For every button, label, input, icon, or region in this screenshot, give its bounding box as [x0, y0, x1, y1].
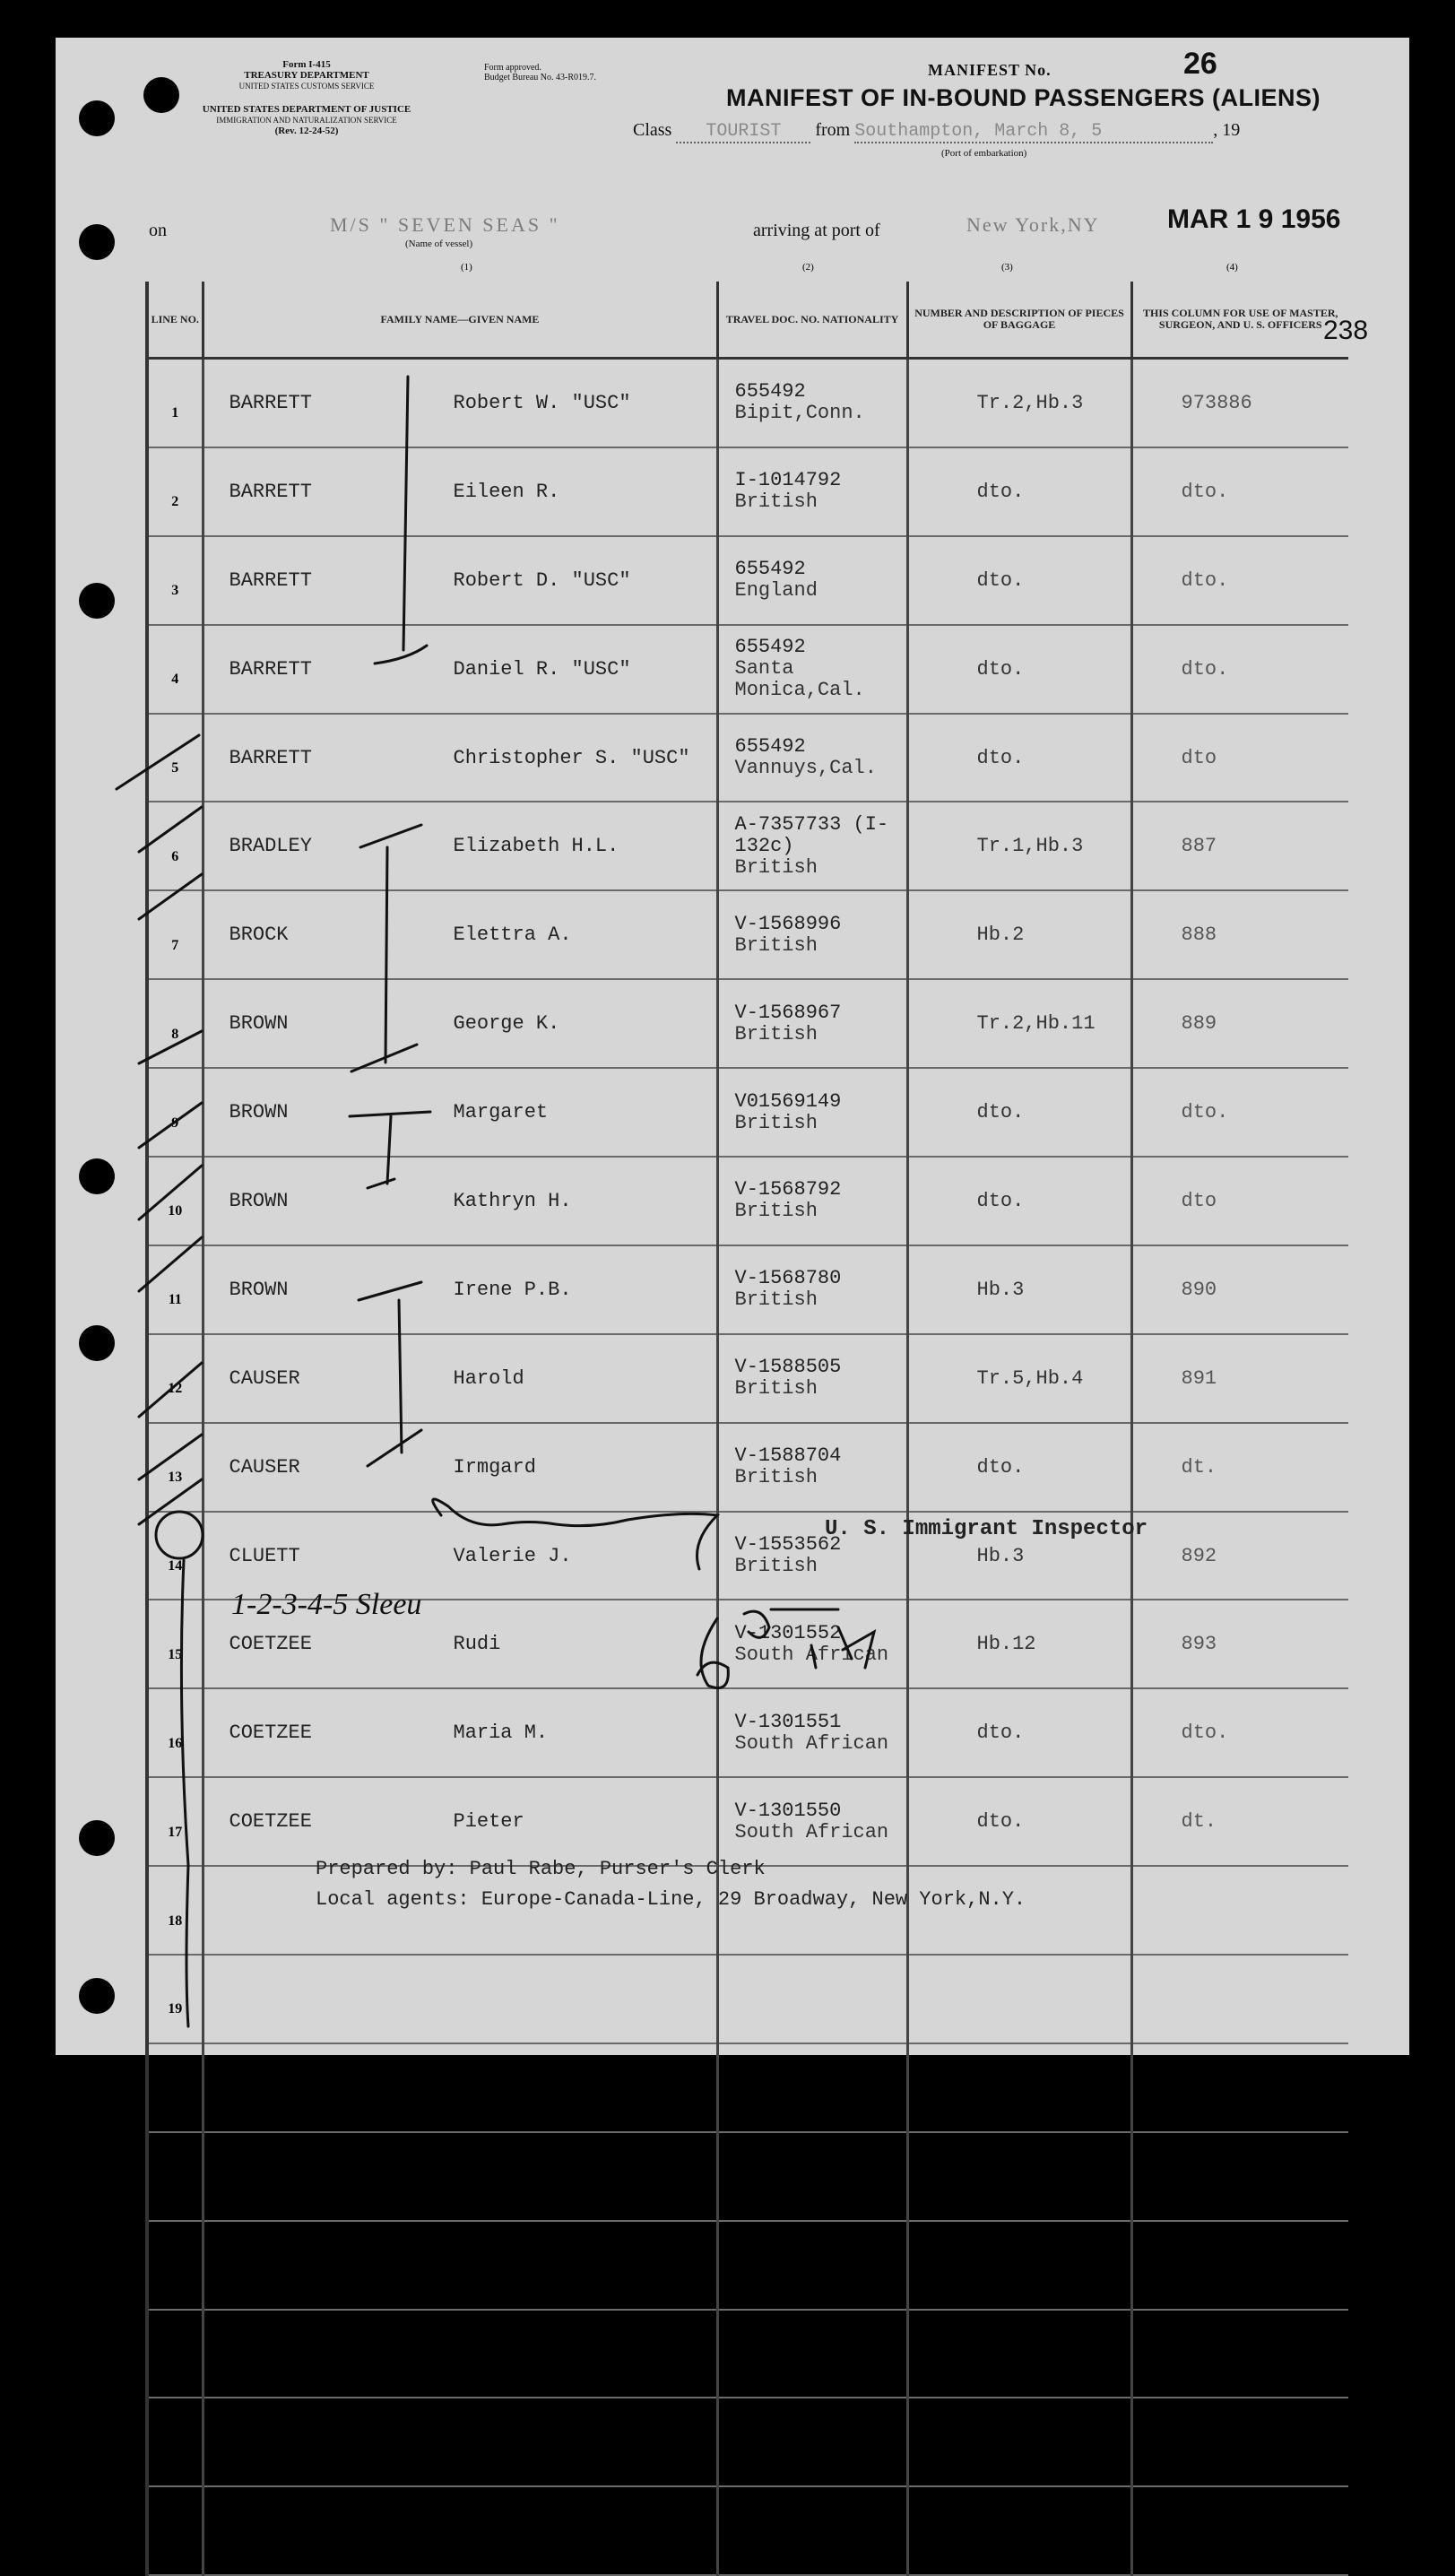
line-no-header: LINE NO. — [147, 282, 203, 359]
line-number: 9 — [147, 1068, 203, 1157]
inspector-label: U. S. Immigrant Inspector — [825, 1517, 1148, 1541]
baggage: dto. — [907, 1068, 1131, 1157]
family-name: BROCK — [229, 924, 289, 947]
baggage: dto. — [907, 625, 1131, 714]
nationality: British — [734, 1200, 818, 1223]
nationality: Bipit,Conn. — [734, 402, 865, 425]
family-name: BARRETT — [229, 480, 312, 503]
line-number: 16 — [147, 1688, 203, 1777]
officer-note: dto. — [1131, 1068, 1348, 1157]
given-name: Elettra A. — [453, 924, 572, 947]
line-number: 10 — [147, 1157, 203, 1245]
arriving-label: arriving at port of — [753, 221, 880, 240]
baggage: Tr.2,Hb.11 — [907, 979, 1131, 1068]
officer-note: 888 — [1131, 890, 1348, 979]
year-label: 19 — [1222, 120, 1241, 140]
doc-number: V-1588704 — [734, 1444, 842, 1468]
line-number: 14 — [147, 1512, 203, 1600]
line-number: 7 — [147, 890, 203, 979]
doc-header: TRAVEL DOC. NO. NATIONALITY — [717, 282, 907, 359]
nationality: Santa Monica,Cal. — [734, 657, 865, 702]
officer-note: dto. — [1131, 447, 1348, 536]
on-label: on — [149, 221, 167, 240]
given-name: Valerie J. — [453, 1544, 572, 1567]
officer-note — [1131, 2221, 1348, 2310]
officer-note: dto — [1131, 1157, 1348, 1245]
officer-note: 887 — [1131, 802, 1348, 890]
line-number: 25 — [147, 2486, 203, 2575]
line-number: 23 — [147, 2310, 203, 2398]
line-number: 20 — [147, 2043, 203, 2132]
officer-note: 889 — [1131, 979, 1348, 1068]
baggage: Hb.12 — [907, 1600, 1131, 1688]
given-name: Rudi — [453, 1633, 501, 1656]
check-mark — [139, 1363, 202, 1417]
arrival-port: New York,NY — [966, 213, 1100, 236]
family-name: BARRETT — [229, 657, 312, 681]
baggage — [907, 2221, 1131, 2310]
line-number: 21 — [147, 2132, 203, 2221]
family-name: BRADLEY — [229, 835, 312, 858]
given-name: Robert D. "USC" — [453, 568, 631, 592]
family-name: CAUSER — [229, 1366, 300, 1390]
ins-name: IMMIGRATION AND NATURALIZATION SERVICE — [216, 116, 397, 125]
family-bracket — [350, 1112, 430, 1188]
officer-note: dt. — [1131, 1777, 1348, 1866]
nationality: British — [734, 490, 818, 514]
nationality: British — [734, 1111, 818, 1134]
officer-note: dto — [1131, 714, 1348, 802]
given-name: Elizabeth H.L. — [453, 835, 619, 858]
given-name: Robert W. "USC" — [453, 391, 631, 414]
doc-number: V-1553562 — [734, 1533, 842, 1557]
column-number: (2) — [802, 262, 814, 273]
officer-note — [1131, 2486, 1348, 2575]
nationality: British — [734, 1555, 818, 1578]
doc-number: V-1568780 — [734, 1267, 842, 1290]
line-number: 3 — [147, 536, 203, 625]
family-bracket — [359, 1282, 421, 1466]
doc-number: 655492 — [734, 735, 806, 758]
manifest-no-label: MANIFEST No. — [928, 61, 1052, 79]
class-line: Class TOURIST from Southampton, March 8, 5 , 19 — [633, 120, 1241, 142]
officer-note: dto. — [1131, 536, 1348, 625]
budget-bureau-text: Budget Bureau No. 43-R019.7. — [484, 73, 596, 82]
baggage: Hb.3 — [907, 1245, 1131, 1334]
form-approved-text: Form approved. — [484, 63, 541, 73]
family-name: BROWN — [229, 1189, 289, 1212]
baggage: dto. — [907, 714, 1131, 802]
given-name: Irmgard — [453, 1455, 536, 1479]
doc-number: 655492 — [734, 636, 806, 659]
line-number: 8 — [147, 979, 203, 1068]
line-number: 12 — [147, 1334, 203, 1423]
nationality: South African — [734, 1731, 889, 1755]
officer-note: dt. — [1131, 1423, 1348, 1512]
time-scrawl — [697, 1609, 874, 1688]
line-number: 4 — [147, 625, 203, 714]
doc-cell — [717, 2132, 907, 2221]
column-number: (4) — [1226, 262, 1238, 273]
embarkation-value: Southampton, March 8, 5 — [854, 121, 1213, 143]
given-name: Maria M. — [453, 1722, 549, 1745]
nationality: British — [734, 1377, 818, 1401]
local-agents: Local agents: Europe-Canada-Line, 29 Broadway, New York,N.Y. — [316, 1888, 1026, 1911]
officer-note: 890 — [1131, 1245, 1348, 1334]
doc-number: V-1301551 — [734, 1710, 842, 1733]
margin-line — [181, 1560, 188, 2026]
form-number: Form I-415 — [282, 59, 331, 70]
doc-number: A-7357733 (I-132c) — [734, 812, 889, 857]
line-number: 19 — [147, 1955, 203, 2043]
doc-number: V-1301550 — [734, 1799, 842, 1822]
baggage: dto. — [907, 1157, 1131, 1245]
arrival-date-stamp: MAR 1 9 1956 — [1167, 204, 1341, 234]
baggage: dto. — [907, 1777, 1131, 1866]
officer-note — [1131, 2398, 1348, 2486]
line-number: 22 — [147, 2221, 203, 2310]
family-name: CLUETT — [229, 1544, 300, 1567]
line-number: 6 — [147, 802, 203, 890]
baggage: Tr.5,Hb.4 — [907, 1334, 1131, 1423]
family-name: BARRETT — [229, 391, 312, 414]
line-number: 15 — [147, 1600, 203, 1688]
given-name: George K. — [453, 1012, 560, 1036]
given-name: Eileen R. — [453, 480, 560, 503]
officer-note: dto. — [1131, 625, 1348, 714]
table-row — [147, 2398, 1348, 2486]
table-row — [147, 2486, 1348, 2575]
vessel-name-label: (Name of vessel) — [405, 239, 473, 249]
nationality: British — [734, 1466, 818, 1489]
check-mark — [139, 1435, 202, 1479]
officer-note — [1131, 2310, 1348, 2398]
revision-date: (Rev. 12-24-52) — [274, 126, 339, 136]
check-mark — [139, 1031, 202, 1063]
officer-note: 891 — [1131, 1334, 1348, 1423]
family-name: BROWN — [229, 1101, 289, 1124]
doc-number: V-1588505 — [734, 1356, 842, 1379]
handwritten-note: 1-2-3-4-5 Sleeu — [231, 1588, 422, 1621]
line-number: 1 — [147, 359, 203, 447]
doc-cell — [717, 2398, 907, 2486]
class-value: TOURIST — [676, 121, 810, 143]
manifest-number: 26 — [1183, 47, 1217, 81]
officer-note — [1131, 2132, 1348, 2221]
line-number: 13 — [147, 1423, 203, 1512]
family-name: CAUSER — [229, 1455, 300, 1479]
doc-number: V-1568792 — [734, 1178, 842, 1201]
name-cell — [203, 2132, 717, 2221]
doc-number: V-1301552 — [734, 1621, 842, 1644]
check-mark — [139, 1166, 202, 1219]
column-number: (1) — [461, 262, 472, 273]
baggage: Tr.2,Hb.3 — [907, 359, 1131, 447]
doc-number: V-1568996 — [734, 912, 842, 935]
doc-number: 655492 — [734, 380, 806, 403]
officer-note: 893 — [1131, 1600, 1348, 1688]
doc-cell — [717, 2221, 907, 2310]
nationality: British — [734, 1022, 818, 1045]
table-row — [147, 2310, 1348, 2398]
baggage: dto. — [907, 536, 1131, 625]
family-name: BROWN — [229, 1278, 289, 1301]
doc-number: V01569149 — [734, 1089, 842, 1113]
officer-note: 973886 — [1131, 359, 1348, 447]
nationality: British — [734, 1288, 818, 1312]
check-mark — [139, 874, 202, 919]
officer-note: dto. — [1131, 1688, 1348, 1777]
line-number: 24 — [147, 2398, 203, 2486]
nationality: England — [734, 579, 818, 603]
table-row — [147, 2132, 1348, 2221]
officer-note: 892 — [1131, 1512, 1348, 1600]
given-name: Pieter — [453, 1810, 524, 1834]
baggage — [907, 2398, 1131, 2486]
family-bracket — [351, 825, 421, 1071]
baggage: Tr.1,Hb.3 — [907, 802, 1131, 890]
name-cell — [203, 2310, 717, 2398]
family-name: BROWN — [229, 1012, 289, 1036]
baggage: dto. — [907, 1688, 1131, 1777]
given-name: Margaret — [453, 1101, 549, 1124]
service-name: UNITED STATES CUSTOMS SERVICE — [238, 82, 375, 91]
family-name: COETZEE — [229, 1722, 312, 1745]
nationality: British — [734, 855, 818, 879]
doc-number: V-1568967 — [734, 1001, 842, 1024]
family-name: COETZEE — [229, 1633, 312, 1656]
prepared-by: Prepared by: Paul Rabe, Purser's Clerk — [316, 1858, 766, 1880]
name-cell — [203, 2486, 717, 2575]
name-header: FAMILY NAME—GIVEN NAME — [203, 282, 717, 359]
page-number: 238 — [1323, 316, 1369, 345]
inspector-signature — [433, 1499, 717, 1569]
justice-department: UNITED STATES DEPARTMENT OF JUSTICE — [202, 104, 411, 115]
line-number: 17 — [147, 1777, 203, 1866]
name-cell — [203, 2221, 717, 2310]
baggage: Hb.3 — [907, 1512, 1131, 1600]
check-mark — [117, 735, 199, 789]
baggage: dto. — [907, 447, 1131, 536]
family-name: BARRETT — [229, 568, 312, 592]
check-mark — [139, 1479, 202, 1524]
baggage — [907, 2486, 1131, 2575]
family-name: COETZEE — [229, 1810, 312, 1834]
baggage-header: NUMBER AND DESCRIPTION OF PIECES OF BAGGAGE — [907, 282, 1131, 359]
nationality: Vannuys,Cal. — [734, 757, 877, 779]
line-number: 2 — [147, 447, 203, 536]
page-title: MANIFEST OF IN-BOUND PASSENGERS (ALIENS) — [726, 84, 1321, 111]
table-row — [147, 2221, 1348, 2310]
nationality: South African — [734, 1643, 889, 1666]
family-name: BARRETT — [229, 746, 312, 769]
nationality: South African — [734, 1820, 889, 1843]
check-mark — [139, 807, 202, 852]
officers-header: THIS COLUMN FOR USE OF MASTER, SURGEON, AND U. S. OFFICERS — [1131, 282, 1348, 359]
doc-cell — [717, 2486, 907, 2575]
given-name: Christopher S. "USC" — [453, 746, 690, 769]
vessel-name: M/S " SEVEN SEAS " — [330, 213, 560, 236]
doc-cell — [717, 2310, 907, 2398]
baggage: Hb.2 — [907, 890, 1131, 979]
doc-number: I-1014792 — [734, 469, 842, 492]
given-name: Daniel R. "USC" — [453, 657, 631, 681]
check-mark — [139, 1237, 202, 1291]
from-label: from — [815, 120, 851, 140]
doc-number: 655492 — [734, 558, 806, 581]
nationality: British — [734, 933, 818, 957]
column-number: (3) — [1001, 262, 1013, 273]
given-name: Harold — [453, 1366, 524, 1390]
given-name: Kathryn H. — [453, 1189, 572, 1212]
class-label: Class — [633, 120, 672, 140]
check-mark — [139, 1103, 202, 1148]
line-number: 11 — [147, 1245, 203, 1334]
port-embarkation-label: (Port of embarkation) — [941, 148, 1027, 159]
baggage — [907, 2310, 1131, 2398]
department-name: TREASURY DEPARTMENT — [244, 70, 369, 81]
baggage: dto. — [907, 1423, 1131, 1512]
line-number: 18 — [147, 1866, 203, 1955]
family-bracket — [375, 377, 427, 664]
baggage — [907, 2132, 1131, 2221]
line-18-circle — [156, 1512, 203, 1558]
line-number: 5 — [147, 714, 203, 802]
given-name: Irene P.B. — [453, 1278, 572, 1301]
name-cell — [203, 2398, 717, 2486]
